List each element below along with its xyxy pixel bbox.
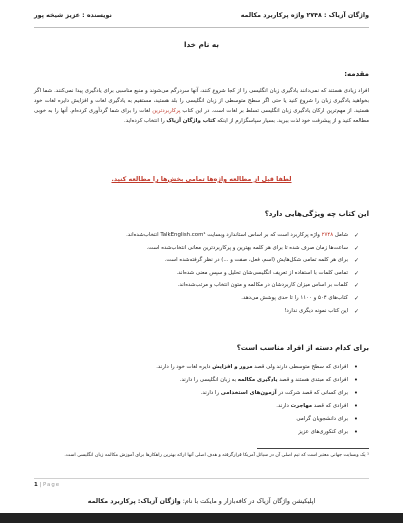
- page-header: [34, 12, 369, 24]
- list-item: ✓ این کتاب نمونه دیگری ندارد!: [40, 307, 359, 320]
- list-item: ✓ کتاب‌های ۵۰۴ و ۱۱۰۰ را تا حدی پوشش می‌دهد.: [40, 294, 359, 307]
- page-number: 1 | Page: [34, 482, 61, 488]
- intro-book-name: کتاب واژگان آزیاک: [166, 118, 216, 125]
- header-author: نویسنده : عزیز شیخه پور: [34, 12, 112, 19]
- footer-divider: [34, 478, 369, 479]
- intro-text-1: افراد زیادی هستند که نمی‌دانند یادگیری زبان انگلیسی را از کجا شروع کنند، آنها سردرگم می‌شوند و منبع مناسبی برای یادگیری پیدا نمی‌کنند. شما اگر بخواهید یادگیری زبان را شروع کنید یا حتی اگر سطح متوسطی از زبان انگلیسی را بلد هستید، مستقیم به یادگیری لغات و افزایش دایره لغات خود هستید. از مهم‌ترین ارکان یادگیری زبان انگلیسی تسلط بر لغات است. در این کتاب: [34, 88, 369, 115]
- intro-text-3: را انتخاب کرده‌اید.: [124, 118, 167, 125]
- intro-paragraph: [34, 86, 369, 126]
- header-title: واژگان آزیاک : ۲۷۴۸ واژه پرکاربرد مکالمه: [240, 12, 369, 19]
- app-name: واژگان آزیاک: پرکاربرد مکالمه: [87, 498, 181, 505]
- bottom-strip: [0, 513, 403, 523]
- footnote: ¹ یک وبسایت جهانی معتبر است که تیم اصلی آن در سیاتل آمریکا قرارگرفته و هدف اصلی آنها ارائه بهترین راهکارها برای آموزش مکالمه زبان انگلیسی است.: [64, 453, 369, 458]
- list-item: • افرادی که قصد مهاجرت دارند.: [40, 402, 359, 415]
- list-item: ✓ ساعت‌ها زمان صرف شده تا برای هر کلمه بهترین و پرکاربردترین معانی انتخاب‌شده است.: [40, 244, 359, 257]
- footnote-divider: [257, 448, 369, 449]
- word-count-highlight: ۲۷۴۸: [321, 232, 334, 238]
- list-item: ✓ تمامی کلمات با استفاده از تعریف انگلیسی‌شان تحلیل و سپس معنی شده‌اند.: [40, 269, 359, 282]
- audience-list: [40, 363, 359, 441]
- list-item: ✓ برای هر کلمه تمامی شکل‌هایش (اسم، فعل، صفت و ...) در نظر گرفته‌شده است.: [40, 256, 359, 269]
- features-heading: این کتاب چه ویژگی‌هایی دارد؟: [264, 210, 369, 218]
- list-item: ✓ کلمات بر اساس میزان کاربردشان در مکالمه و متون انتخاب و مرتب‌شده‌اند.: [40, 281, 359, 294]
- intro-heading: مقدمه:: [344, 70, 369, 78]
- features-list: [40, 231, 359, 319]
- basmala: به نام خدا: [183, 40, 220, 49]
- audience-heading: برای کدام دسته از افراد مناسب است؟: [236, 344, 369, 352]
- list-item: ✓ شامل ۲۷۴۸ واژه پرکاربرد است که بر اساس استاندارد وبسایت TalkEnglish.com¹ انتخاب‌شده‌اند.: [40, 231, 359, 244]
- intro-text-2: لغات را برای شما گردآوری کرده‌ام. آنها را به خوبی مطالعه کنید و از پیشرفت خود لذت ببرید. بسیار سپاسگزارم از اینکه: [34, 108, 369, 125]
- app-promo: اپلیکیشن واژگان آزیاک در کافه‌بازار و مایکت با نام: واژگان آزیاک: پرکاربرد مکالمه: [87, 498, 316, 505]
- notice-banner: لطفا قبل از مطالعه واژه‌ها تمامی بخش‌ها را مطالعه کنید.: [111, 176, 292, 183]
- list-item: • برای کسانی که قصد شرکت در آزمون‌های استخدامی را دارند.: [40, 389, 359, 402]
- header-divider: [34, 27, 369, 28]
- list-item: • افرادی که مبتدی هستند و قصد یادگیری مکالمه به زبان انگلیسی را دارند.: [40, 376, 359, 389]
- list-item: • برای دانشجویان گرامی: [40, 415, 359, 428]
- intro-highlight: پرکاربردترین: [152, 108, 181, 115]
- list-item: • افرادی که سطح متوسطی دارند ولی قصد مرور و افزایش دایره لغات خود را دارند.: [40, 363, 359, 376]
- list-item: • برای کنکوری‌های عزیز: [40, 428, 359, 441]
